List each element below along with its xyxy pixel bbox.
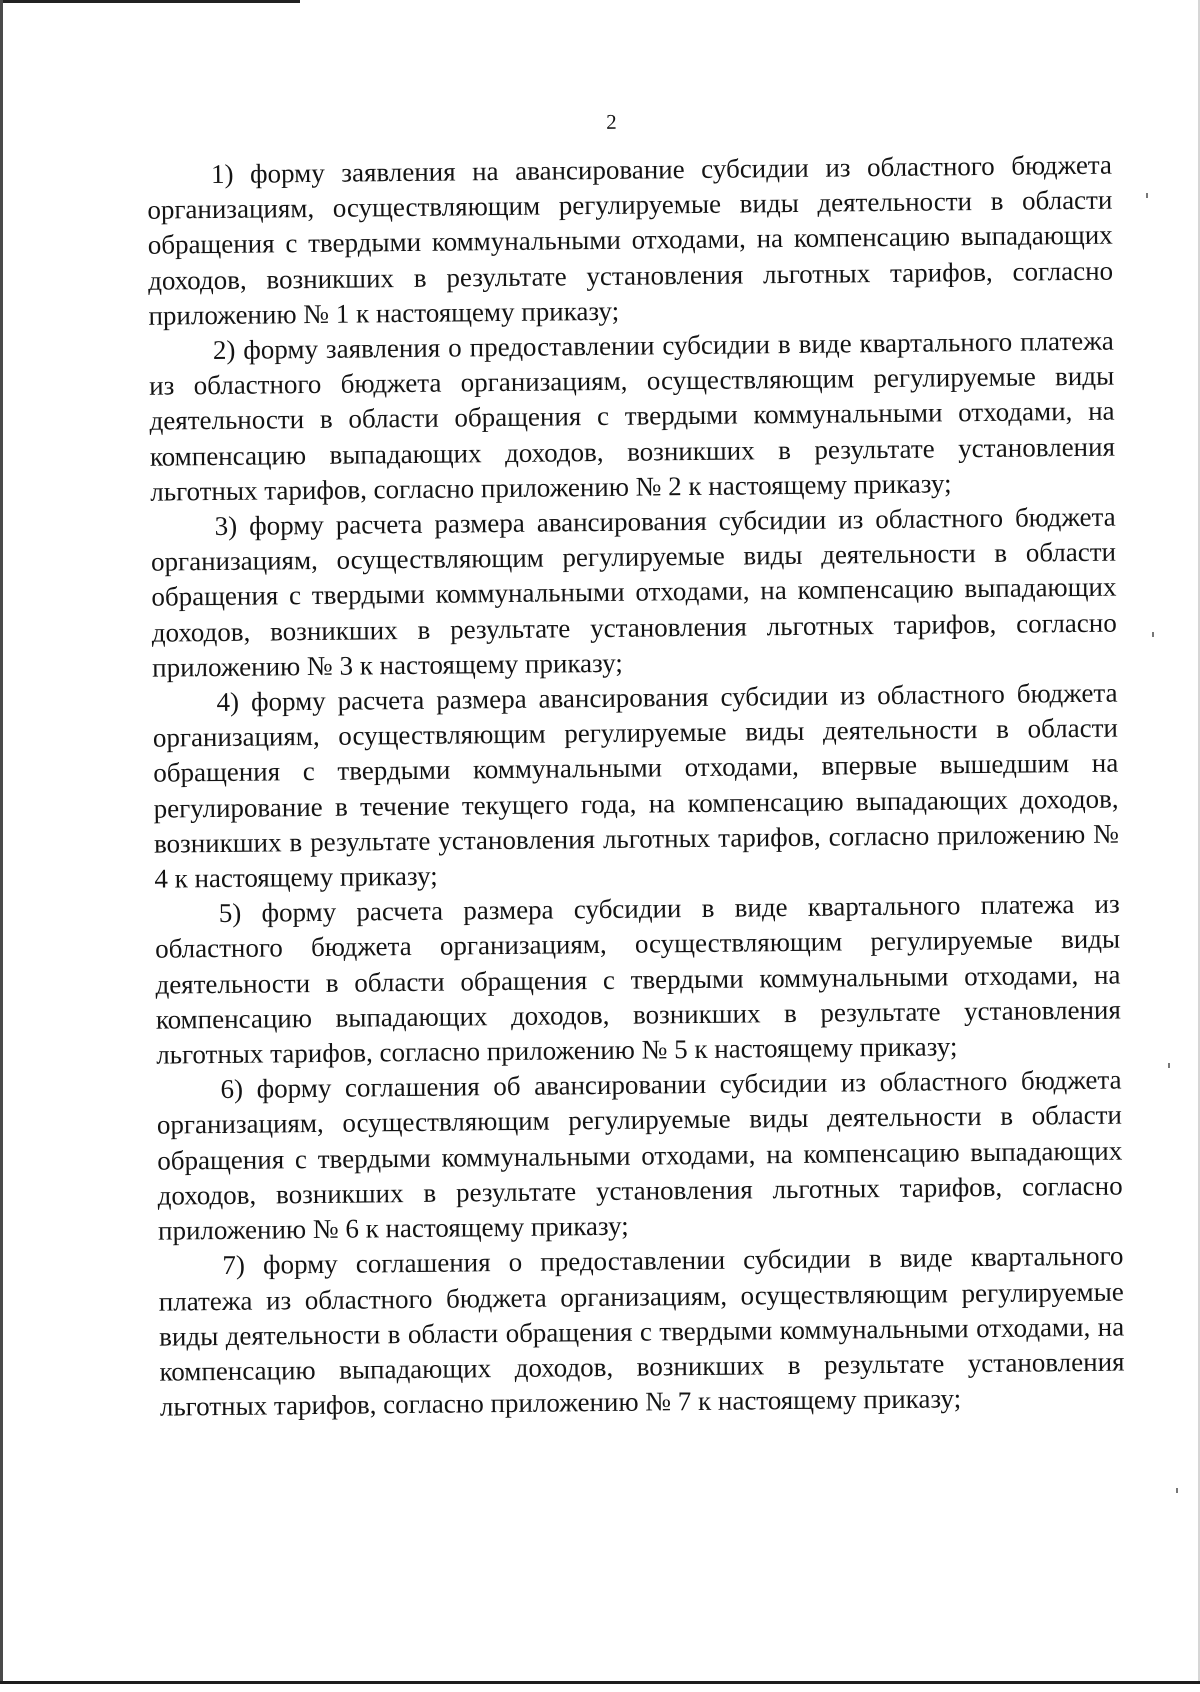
list-item: 7) форму соглашения о предоставлении субсидии в виде квартального платежа из областного бюджета организациям, осуществляющим регулируемые виды деятельности в области обращения с твердыми коммунальными отходами, на компенсацию выпадающих доходов, возникших в результате установления льготных тарифов, согласно приложению № 7 к настоящему приказу; [158,1240,1125,1422]
list-item: 4) форму расчета размера авансирования субсидии из областного бюджета организациям, осуществляющим регулируемые виды деятельности в области обращения с твердыми коммунальными отходами, впервые вышедшим на регулирование в течение текущего года, на компенсацию выпадающих доходов, возникших в результате установления льготных тарифов, согласно приложению № 4 к настоящему приказу; [152,677,1120,894]
list-item: 3) форму расчета размера авансирования субсидии из областного бюджета организациям, осуществляющим регулируемые виды деятельности в области обращения с твердыми коммунальными отходами, на компенсацию выпадающих доходов, возникших в результате установления льготных тарифов, согласно приложению № 3 к настоящему приказу; [150,501,1117,683]
list-item: 1) форму заявления на авансирование субсидии из областного бюджета организациям, осуществляющим регулируемые виды деятельности в области обращения с твердыми коммунальными отходами, на компенсацию выпадающих доходов, возникших в результате установления льготных тарифов, согласно приложению № 1 к настоящему приказу; [147,149,1114,331]
document-body [147,148,1125,1425]
list-item: 5) форму расчета размера субсидии в виде квартального платежа из областного бюджета организациям, осуществляющим регулируемые виды деятельности в области обращения с твердыми коммунальными отходами, на компенсацию выпадающих доходов, возникших в результате установления льготных тарифов, согласно приложению № 5 к настоящему приказу; [154,888,1121,1070]
list-item: 6) форму соглашения об авансировании субсидии из областного бюджета организациям, осуществляющим регулируемые виды деятельности в области обращения с твердыми коммунальными отходами, на компенсацию выпадающих доходов, возникших в результате установления льготных тарифов, согласно приложению № 6 к настоящему приказу; [156,1064,1123,1246]
list-item: 2) форму заявления о предоставлении субсидии в виде квартального платежа из областного бюджета организациям, осуществляющим регулируемые виды деятельности в области обращения с твердыми коммунальными отходами, на компенсацию выпадающих доходов, возникших в результате установления льготных тарифов, согласно приложению № 2 к настоящему приказу; [149,325,1116,507]
page-number: 2 [606,109,617,134]
